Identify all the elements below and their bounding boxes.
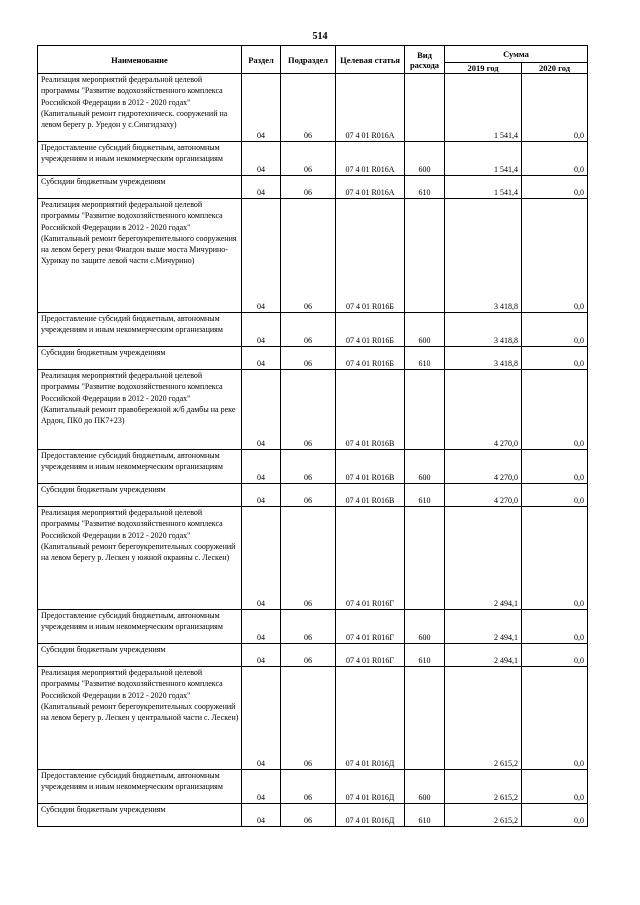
row-subsection: 06 bbox=[281, 450, 336, 484]
row-section: 04 bbox=[242, 507, 281, 610]
header-section: Раздел bbox=[242, 46, 281, 74]
row-amount-2019: 2 494,1 bbox=[445, 507, 522, 610]
row-subsection: 06 bbox=[281, 610, 336, 644]
row-subsection: 06 bbox=[281, 770, 336, 804]
table-row bbox=[38, 667, 588, 770]
row-amount-2020: 0,0 bbox=[522, 74, 588, 142]
row-target-article: 07 4 01 R016А bbox=[336, 74, 405, 142]
row-name: Предоставление субсидий бюджетным, автономным учреждениям и иным некоммерческим организациям bbox=[38, 770, 242, 804]
row-expense-type: 600 bbox=[405, 610, 445, 644]
row-name: Реализация мероприятий федеральной целевой программы "Развитие водохозяйственного комплекса Российской Федерации в 2012 - 2020 годах" (Капитальный ремонт правобережной ж/б дамбы на реке Ардон, ПК0 до ПК7+23) bbox=[38, 370, 242, 450]
header-year-2019: 2019 год bbox=[445, 63, 522, 74]
row-section: 04 bbox=[242, 610, 281, 644]
row-target-article: 07 4 01 R016В bbox=[336, 450, 405, 484]
row-target-article: 07 4 01 R016Г bbox=[336, 644, 405, 667]
row-name: Предоставление субсидий бюджетным, автономным учреждениям и иным некоммерческим организациям bbox=[38, 313, 242, 347]
budget-table bbox=[37, 45, 588, 827]
row-name: Реализация мероприятий федеральной целевой программы "Развитие водохозяйственного комплекса Российской Федерации в 2012 - 2020 годах" (Капитальный ремонт берегоукрепительного сооружения на левом берегу реки Фиагдон выше моста Мичурино-Хурикау по защите левой части с.Мичурино) bbox=[38, 199, 242, 313]
row-name: Реализация мероприятий федеральной целевой программы "Развитие водохозяйственного комплекса Российской Федерации в 2012 - 2020 годах" (Капитальный ремонт берегоукрепительных сооружений на левом берегу р. Лескен у центральной части с. Лескен) bbox=[38, 667, 242, 770]
table-row bbox=[38, 610, 588, 644]
row-subsection: 06 bbox=[281, 176, 336, 199]
row-amount-2019: 1 541,4 bbox=[445, 74, 522, 142]
row-section: 04 bbox=[242, 770, 281, 804]
header-target-article: Целевая статья bbox=[336, 46, 405, 74]
table-row bbox=[38, 484, 588, 507]
row-section: 04 bbox=[242, 313, 281, 347]
table-row bbox=[38, 804, 588, 827]
row-section: 04 bbox=[242, 667, 281, 770]
header-subsection: Подраздел bbox=[281, 46, 336, 74]
row-section: 04 bbox=[242, 74, 281, 142]
row-amount-2019: 3 418,8 bbox=[445, 199, 522, 313]
row-expense-type: 610 bbox=[405, 484, 445, 507]
row-amount-2020: 0,0 bbox=[522, 507, 588, 610]
table-row bbox=[38, 370, 588, 450]
row-target-article: 07 4 01 R016А bbox=[336, 142, 405, 176]
row-expense-type: 600 bbox=[405, 450, 445, 484]
row-amount-2019: 1 541,4 bbox=[445, 142, 522, 176]
row-target-article: 07 4 01 R016В bbox=[336, 370, 405, 450]
row-target-article: 07 4 01 R016Д bbox=[336, 667, 405, 770]
table-header bbox=[38, 46, 588, 74]
header-sum: Сумма bbox=[445, 46, 588, 63]
row-amount-2020: 0,0 bbox=[522, 644, 588, 667]
row-section: 04 bbox=[242, 142, 281, 176]
table-row bbox=[38, 199, 588, 313]
row-expense-type bbox=[405, 74, 445, 142]
row-target-article: 07 4 01 R016Д bbox=[336, 770, 405, 804]
row-section: 04 bbox=[242, 484, 281, 507]
row-target-article: 07 4 01 R016Д bbox=[336, 804, 405, 827]
row-target-article: 07 4 01 R016В bbox=[336, 484, 405, 507]
row-subsection: 06 bbox=[281, 347, 336, 370]
row-target-article: 07 4 01 R016Г bbox=[336, 507, 405, 610]
row-expense-type: 610 bbox=[405, 644, 445, 667]
row-amount-2020: 0,0 bbox=[522, 142, 588, 176]
row-expense-type bbox=[405, 370, 445, 450]
row-amount-2019: 4 270,0 bbox=[445, 484, 522, 507]
row-amount-2019: 3 418,8 bbox=[445, 313, 522, 347]
row-section: 04 bbox=[242, 199, 281, 313]
row-amount-2019: 4 270,0 bbox=[445, 450, 522, 484]
row-amount-2020: 0,0 bbox=[522, 610, 588, 644]
row-name: Субсидии бюджетным учреждениям bbox=[38, 347, 242, 370]
table-row bbox=[38, 347, 588, 370]
row-amount-2019: 2 615,2 bbox=[445, 804, 522, 827]
row-section: 04 bbox=[242, 176, 281, 199]
row-amount-2020: 0,0 bbox=[522, 804, 588, 827]
row-section: 04 bbox=[242, 804, 281, 827]
row-target-article: 07 4 01 R016Б bbox=[336, 199, 405, 313]
row-subsection: 06 bbox=[281, 507, 336, 610]
table-row bbox=[38, 142, 588, 176]
row-section: 04 bbox=[242, 450, 281, 484]
row-expense-type: 610 bbox=[405, 347, 445, 370]
table-row bbox=[38, 450, 588, 484]
row-amount-2020: 0,0 bbox=[522, 484, 588, 507]
table-row bbox=[38, 176, 588, 199]
row-target-article: 07 4 01 R016Б bbox=[336, 347, 405, 370]
row-amount-2020: 0,0 bbox=[522, 370, 588, 450]
header-expense-type: Вид расхода bbox=[405, 46, 445, 74]
row-amount-2019: 2 615,2 bbox=[445, 770, 522, 804]
row-expense-type: 600 bbox=[405, 313, 445, 347]
row-amount-2020: 0,0 bbox=[522, 176, 588, 199]
row-name: Предоставление субсидий бюджетным, автономным учреждениям и иным некоммерческим организациям bbox=[38, 610, 242, 644]
row-expense-type bbox=[405, 507, 445, 610]
row-target-article: 07 4 01 R016Б bbox=[336, 313, 405, 347]
row-amount-2019: 4 270,0 bbox=[445, 370, 522, 450]
row-amount-2020: 0,0 bbox=[522, 667, 588, 770]
row-target-article: 07 4 01 R016Г bbox=[336, 610, 405, 644]
row-amount-2019: 3 418,8 bbox=[445, 347, 522, 370]
row-subsection: 06 bbox=[281, 667, 336, 770]
table-row bbox=[38, 770, 588, 804]
row-name: Предоставление субсидий бюджетным, автономным учреждениям и иным некоммерческим организациям bbox=[38, 450, 242, 484]
row-expense-type bbox=[405, 199, 445, 313]
table-row bbox=[38, 644, 588, 667]
row-subsection: 06 bbox=[281, 142, 336, 176]
header-year-2020: 2020 год bbox=[522, 63, 588, 74]
row-amount-2019: 2 494,1 bbox=[445, 644, 522, 667]
header-name: Наименование bbox=[38, 46, 242, 74]
row-name: Реализация мероприятий федеральной целевой программы "Развитие водохозяйственного комплекса Российской Федерации в 2012 - 2020 годах" (Капитальный ремонт берегоукрепительных сооружений на левом берегу р. Лескен у южной окраины с. Лескен) bbox=[38, 507, 242, 610]
row-subsection: 06 bbox=[281, 74, 336, 142]
row-amount-2019: 2 494,1 bbox=[445, 610, 522, 644]
row-subsection: 06 bbox=[281, 313, 336, 347]
page-number: 514 bbox=[312, 31, 328, 42]
row-expense-type: 600 bbox=[405, 770, 445, 804]
row-amount-2019: 1 541,4 bbox=[445, 176, 522, 199]
row-subsection: 06 bbox=[281, 370, 336, 450]
row-section: 04 bbox=[242, 370, 281, 450]
row-expense-type bbox=[405, 667, 445, 770]
row-expense-type: 600 bbox=[405, 142, 445, 176]
row-expense-type: 610 bbox=[405, 804, 445, 827]
row-expense-type: 610 bbox=[405, 176, 445, 199]
row-amount-2019: 2 615,2 bbox=[445, 667, 522, 770]
row-name: Субсидии бюджетным учреждениям bbox=[38, 176, 242, 199]
table-row bbox=[38, 74, 588, 142]
row-subsection: 06 bbox=[281, 199, 336, 313]
row-name: Субсидии бюджетным учреждениям bbox=[38, 644, 242, 667]
table-row bbox=[38, 507, 588, 610]
row-amount-2020: 0,0 bbox=[522, 199, 588, 313]
row-subsection: 06 bbox=[281, 804, 336, 827]
row-section: 04 bbox=[242, 644, 281, 667]
row-amount-2020: 0,0 bbox=[522, 770, 588, 804]
row-amount-2020: 0,0 bbox=[522, 313, 588, 347]
row-subsection: 06 bbox=[281, 484, 336, 507]
row-amount-2020: 0,0 bbox=[522, 347, 588, 370]
row-name: Реализация мероприятий федеральной целевой программы "Развитие водохозяйственного комплекса Российской Федерации в 2012 - 2020 годах" (Капитальный ремонт гидротехническ. сооружений на левом берегу р. Уредон у с.Сингидзаху) bbox=[38, 74, 242, 142]
row-amount-2020: 0,0 bbox=[522, 450, 588, 484]
row-name: Субсидии бюджетным учреждениям bbox=[38, 484, 242, 507]
row-name: Предоставление субсидий бюджетным, автономным учреждениям и иным некоммерческим организациям bbox=[38, 142, 242, 176]
table-body bbox=[38, 74, 588, 827]
row-subsection: 06 bbox=[281, 644, 336, 667]
row-target-article: 07 4 01 R016А bbox=[336, 176, 405, 199]
row-name: Субсидии бюджетным учреждениям bbox=[38, 804, 242, 827]
table-row bbox=[38, 313, 588, 347]
row-section: 04 bbox=[242, 347, 281, 370]
